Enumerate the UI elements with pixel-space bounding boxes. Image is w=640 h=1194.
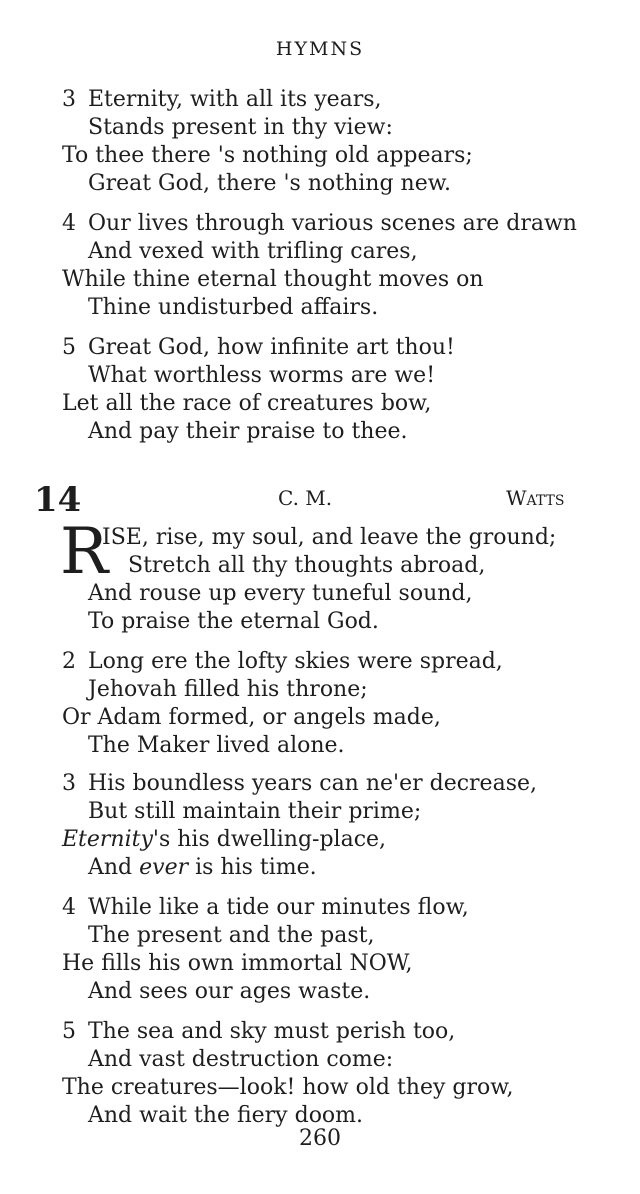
running-head: HYMNS	[275, 38, 365, 60]
verse-line: Let all the race of creatures bow,	[62, 391, 432, 416]
verse-line: 3 His boundless years can ne'er decrease,	[62, 771, 537, 796]
verse-number: 4	[62, 895, 76, 920]
verse-line: 2 Long ere the lofty skies were spread,	[62, 649, 503, 674]
verse-line: The Maker lived alone.	[88, 733, 345, 758]
verse-line: Stands present in thy view:	[88, 115, 393, 140]
hymn-meter: C. M.	[278, 486, 333, 510]
verse-line: And vast destruction come:	[88, 1047, 394, 1072]
verse-line: 5 The sea and sky must perish too,	[62, 1019, 456, 1044]
verse-line: To praise the eternal God.	[88, 609, 379, 634]
verse-number: 3	[62, 87, 76, 112]
verse-line: And ever is his time.	[88, 855, 317, 880]
verse-line: Thine undisturbed affairs.	[88, 295, 379, 320]
page-number: 260	[299, 1126, 341, 1151]
verse-number: 5	[62, 1019, 76, 1044]
verse-line: Eternity's his dwelling-place,	[62, 827, 387, 852]
verse-number: 4	[62, 211, 76, 236]
verse-line: And pay their praise to thee.	[88, 419, 408, 444]
hymn-header	[0, 480, 640, 520]
verse-line: He fills his own immortal NOW,	[62, 951, 413, 976]
drop-cap: R	[60, 515, 109, 589]
verse-line: Stretch all thy thoughts abroad,	[128, 553, 486, 578]
verse-line: The creatures—look! how old they grow,	[62, 1075, 514, 1100]
verse-line: 4 While like a tide our minutes flow,	[62, 895, 469, 920]
verse-line: The present and the past,	[88, 923, 375, 948]
verse-number: 2	[62, 649, 76, 674]
verse-line: And wait the fiery doom.	[88, 1103, 364, 1128]
verse-line: Or Adam formed, or angels made,	[62, 705, 441, 730]
hymn-number: 14	[34, 480, 82, 520]
verse-line: 5 Great God, how infinite art thou!	[62, 335, 455, 360]
verse-line: Great God, there 's nothing new.	[88, 171, 451, 196]
verse-line: What worthless worms are we!	[88, 363, 436, 388]
verse-line: ISE, rise, my soul, and leave the ground;	[102, 525, 557, 550]
verse-number: 5	[62, 335, 76, 360]
verse-number: 3	[62, 771, 76, 796]
verse-line: Jehovah filled his throne;	[88, 677, 368, 702]
verse-line: And rouse up every tuneful sound,	[88, 581, 473, 606]
verse-line: And sees our ages waste.	[88, 979, 371, 1004]
verse-line: But still maintain their prime;	[88, 799, 422, 824]
verse-line: And vexed with trifling cares,	[88, 239, 418, 264]
hymn-author: Watts	[506, 486, 565, 510]
verse-line: While thine eternal thought moves on	[62, 267, 484, 292]
verse-line: To thee there 's nothing old appears;	[62, 143, 473, 168]
verse-line: 4 Our lives through various scenes are drawn	[62, 211, 577, 236]
verse-line: 3 Eternity, with all its years,	[62, 87, 382, 112]
